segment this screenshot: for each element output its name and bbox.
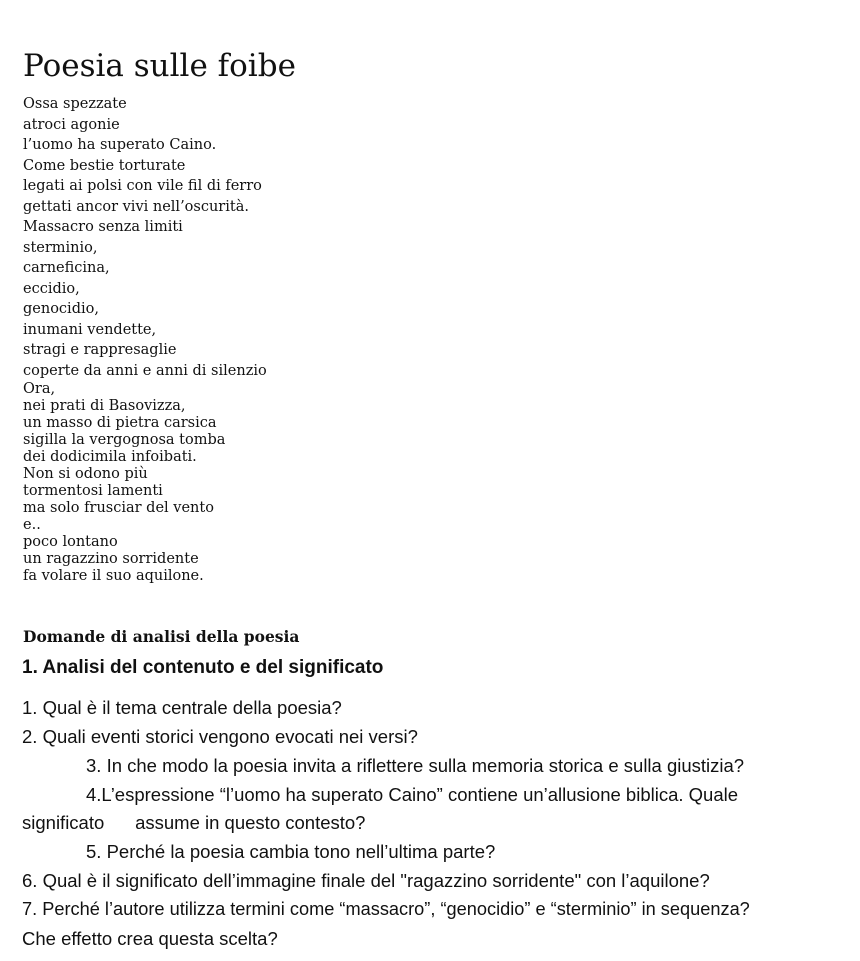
poem-line: inumani vendette, — [23, 321, 157, 338]
poem-line: gettati ancor vivi nell’oscurità. — [23, 198, 249, 215]
poem-line: un ragazzino sorridente — [23, 551, 199, 567]
poem-line: Massacro senza limiti — [23, 219, 183, 235]
poem-line: poco lontano — [23, 534, 118, 550]
question-1: 1. Qual è il tema centrale della poesia? — [22, 697, 342, 718]
question-5: 5. Perché la poesia cambia tono nell’ultima parte? — [86, 841, 496, 862]
question-7-line-1: 7. Perché l’autore utilizza termini come “massacro”, “genocidio” e “sterminio” in sequenza? — [22, 899, 750, 919]
question-2: 2. Quali eventi storici vengono evocati nei versi? — [22, 726, 418, 747]
poem-line: sigilla la vergognosa tomba — [23, 432, 226, 448]
question-7-line-2: Che effetto crea questa scelta? — [22, 928, 278, 949]
poem-line: atroci agonie — [23, 116, 120, 133]
poem-line: Ossa spezzate — [23, 96, 127, 112]
poem-line: fa volare il suo aquilone. — [23, 568, 204, 584]
section-heading: 1. Analisi del contenuto e del significato — [22, 657, 384, 678]
poem-line: ma solo frusciar del vento — [23, 500, 214, 516]
poem-line: legati ai polsi con vile fil di ferro — [23, 178, 262, 194]
poem-line: Ora, — [23, 381, 56, 397]
poem-line: tormentosi lamenti — [23, 483, 163, 499]
question-4-line-1: 4.L’espressione “l’uomo ha superato Caino” contiene un’allusione biblica. Quale — [86, 784, 739, 805]
poem-line: nei prati di Basovizza, — [23, 398, 186, 414]
poem-line: l’uomo ha superato Caino. — [23, 137, 217, 153]
poem-body — [23, 94, 267, 585]
poem-line: sterminio, — [23, 239, 98, 256]
poem-line: dei dodicimila infoibati. — [23, 449, 197, 465]
question-3: 3. In che modo la poesia invita a riflettere sulla memoria storica e sulla giustizia? — [86, 755, 745, 776]
poem-line: e.. — [23, 517, 41, 533]
question-4-line-2: significato assume in questo contesto? — [22, 812, 366, 833]
questions-heading: Domande di analisi della poesia — [23, 627, 300, 646]
poem-line: carneficina, — [23, 260, 110, 276]
poem-line: genocidio, — [23, 301, 99, 317]
question-6: 6. Qual è il significato dell’immagine finale del "ragazzino sorridente" con l’aquilone? — [22, 870, 710, 891]
poem-line: coperte da anni e anni di silenzio — [23, 362, 267, 379]
poem-line: Non si odono più — [23, 466, 148, 482]
poem-line: un masso di pietra carsica — [23, 415, 217, 431]
poem-title: Poesia sulle foibe — [23, 48, 296, 84]
poem-line: Come bestie torturate — [23, 157, 186, 174]
poem-line: eccidio, — [23, 280, 80, 297]
poem-line: stragi e rappresaglie — [23, 342, 177, 358]
